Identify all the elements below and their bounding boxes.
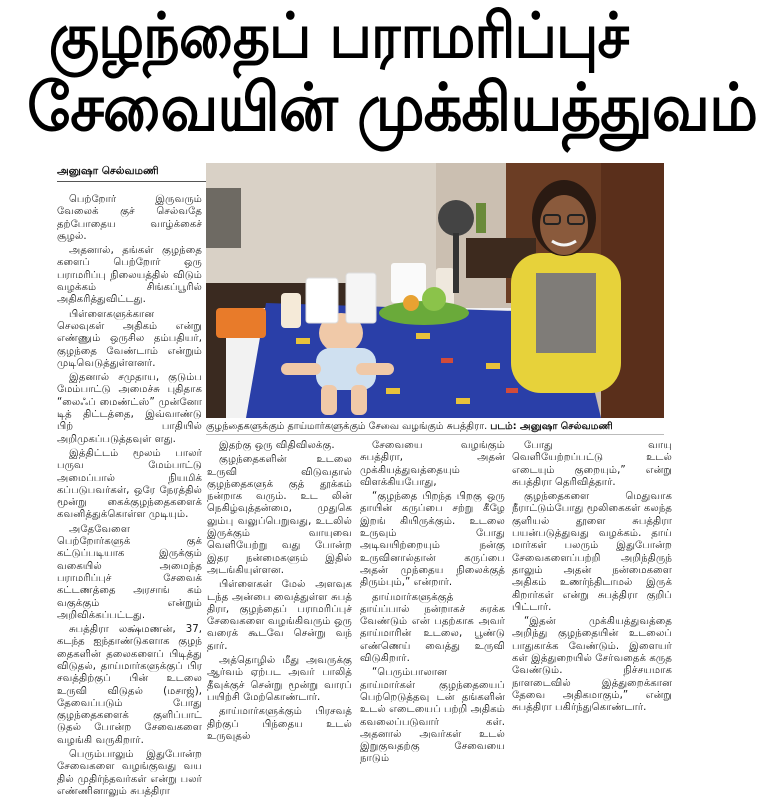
paragraph: தாய்மார்களுக்குத் தாய்ப்பால் நன்றாகச் சுரக்க வேண்டும் என் பதற்காக அவர் தாய்மாரின் உடலை, பூண்டு எண்ணெய் வைத்து உருவி விடுகிறார். (360, 591, 505, 665)
paragraph: குழந்தைகளை மெதுவாக நீராட்டும்போது மூலிகைகள் கலந்த குளியல் தூளை சுபத்திரா பயன்படுத்துவது வழக்கம். தாய் மார்கள் பலரும் இதுபோன்ற சேவைகளைப்பற்றி அறிந்திருந் தாலும் அதன் நன்மைகளை அதிகம் உணர்ந்திடாமல் இருக் கிறார்கள் என்று சுபத்திரா குறிப் பிட்டார். (512, 491, 672, 613)
headline (0, 0, 757, 158)
article-column-1 (57, 194, 202, 797)
article-photo (206, 163, 664, 418)
paragraph: பிள்ளைகள் மேல் அளவுக டந்த அன்பை வைத்துள்ள சுபத் திரா, குழந்தைப் பராமரிப்புச் சேவைகளை வழங்கிவரும் ஒரு வரைக் கூடவே சென்று வந் தார். (207, 579, 352, 652)
photo-caption (206, 421, 664, 433)
paragraph: இதனால் சமுதாய, குடும்ப மேம்பாட்டு அமைச்சு புதிதாக “லைஃப் மைண்ட்ஸ்” முன்னோ டித் திட்டத்தை, இவ்வாண்டு பிற் பாதியில் அறிமுகப்படுத்தவுள் ளது. (57, 372, 202, 445)
paragraph: “பெரும்பாலான தாய்மார்கள் குழந்தையைப் பெற்றெடுத்தவு டன் தங்களின் உடல் எடையைப் பற்றி அதிகம் கவலைப்படுவார் கள். அதனால் அவர்கள் உடல் இறுகுவதற்கு சேவையை நாடும் (360, 667, 505, 765)
paragraph: போது வாயு வெளியேற்றப்பட்டு உடல் எடையும் குறையும்,” என்று சுபத்திரா தெரிவித்தார். (512, 440, 672, 488)
headline-line-2: சேவையின் முக்கியத்துவம் (27, 69, 757, 146)
paragraph: இத்திட்டம் மூலம் பாலர் பருவ மேம்பாட்டு அமைப்பால் நியமிக் கப்படுபவர்கள், ஒரே நேரத்தில் மூன்று கைக்குழந்தைகளைக் கவனித்துக்கொள்ள முடியும். (57, 447, 202, 521)
article-column-3 (360, 440, 505, 765)
paragraph: குழந்தைகளின் உடலை உருவி விடுவதால் குழந்தைகளுக் குத் தூக்கம் நன்றாக வரும். உட லின் நெகிழ்வுத்தன்மை, முதுகெ லும்பு வலுப்பெறுவது, உடலில் இருக்கும் வாயுவை வெளியேற்று வது போன்ற இதர நன்மைகளும் இதில் அடங்கியுள்ளன. (207, 454, 352, 576)
caption-text: குழந்தைகளுக்கும் தாய்மார்களுக்கும் சேவை வழங்கும் சுபத்திரா. (206, 421, 488, 432)
paragraph: பிள்ளைகளுக்கான செலவுகள் அதிகம் என்று எண்ணும் ஒருசில தம்பதியர், குழந்தை வேண்டாம் என்றும் முடிவெடுத்துள்ளனர். (57, 308, 202, 369)
photo-credit: படம்: அனுஷா செல்வமணி (490, 421, 613, 432)
article-column-4 (512, 440, 672, 720)
paragraph: “குழந்தை பிறந்த பிறகு ஒரு தாயின் கருப்பை சற்று கீழே இறங் கியிருக்கும். உடலை உருவும் போது அடிவயிற்றையும் நன்கு உருவினால்தான் கருப்பை அதன் முந்தைய நிலைக்குத் திரும்பும்,” என்றார். (360, 491, 505, 589)
headline-line-1: குழந்தைப் பராமரிப்புச் (48, 0, 629, 72)
paragraph: அதனால், தங்கள் குழந்தை களைப் பெற்றோர் ஒரு பராமரிப்பு நிலையத்தில் விடும் வழக்கம் சிங்கப்பூரில் அதிகரித்துவிட்டது. (57, 245, 202, 306)
paragraph: “இதன் முக்கியத்துவத்தை அறிந்து குழந்தையின் உடலைப் பாதுகாக்க வேண்டும். இளையர் கள் இத்துறையில் சேர்வதைக் கருத வேண்டும். நிச்சயமாக நாளடைவில் இத்துறைக்கான தேவை அதிகமாகும்,” என்று சுபத்திரா பகிர்ந்துகொண்டார். (512, 616, 672, 714)
caption-divider (206, 434, 664, 435)
paragraph: சேவையை வழங்கும் சுபத்திரா, அதன் முக்கியத்துவத்தையும் விளக்கியபோது, (360, 440, 505, 488)
paragraph: அத்தொழில் மீது அவருக்கு ஆர்வம் ஏற்பட அவர் பாலித் தீவுக்குச் சென்று மூன்று வாரப் பயிற்சி மேற்கொண்டார். (207, 655, 352, 703)
byline: அனுஷா செல்வமணி (57, 165, 207, 182)
paragraph: தாய்மார்களுக்கும் பிரசவத் திற்குப் பிந்தைய உடல் உருவுதல் (207, 706, 352, 742)
paragraph: பெற்றோர் இருவரும் வேலைக் குச் செல்வதே தற்போதைய வாழ்க்கைச் சூழல். (57, 194, 202, 242)
paragraph: இதற்கு ஒரு விதிவிலக்கு. (219, 440, 335, 451)
photo-illustration (206, 163, 664, 418)
paragraph: அதேவேளை பெற்றோர்களுக் குக் கட்டுப்படியாக இருக்கும் வகையில் அமைந்த பராமரிப்புச் சேவைக் கட்டணத்தை அரசாங் கம் வகுக்கும் என்றும் அறிவிக்கப்பட்டது. (57, 523, 202, 621)
paragraph: பெரும்பாலும் இதுபோன்ற சேவைகளை வழங்குவது வய தில் முதிர்ந்தவர்கள் என்று பலர் எண்ணினாலும் சுபத்திரா (57, 749, 202, 797)
paragraph: சுபத்திரா லக்ஷ்மணன், 37, கடந்த ஐந்தாண்டுகளாக குழந் தைகளின் தலைகளைப் பிடித்து விடுதல், தாய்மார்களுக்குப் பிர சவத்திற்குப் பின் உடலை உருவி விடுதல் (மசாஜ்), தேவைப்படும் போது குழந்தைகளைக் குளிப்பாட் டுதல் போன்ற சேவைகளை வழங்கி வருகிறார். (57, 624, 202, 746)
article-column-2 (207, 440, 352, 742)
